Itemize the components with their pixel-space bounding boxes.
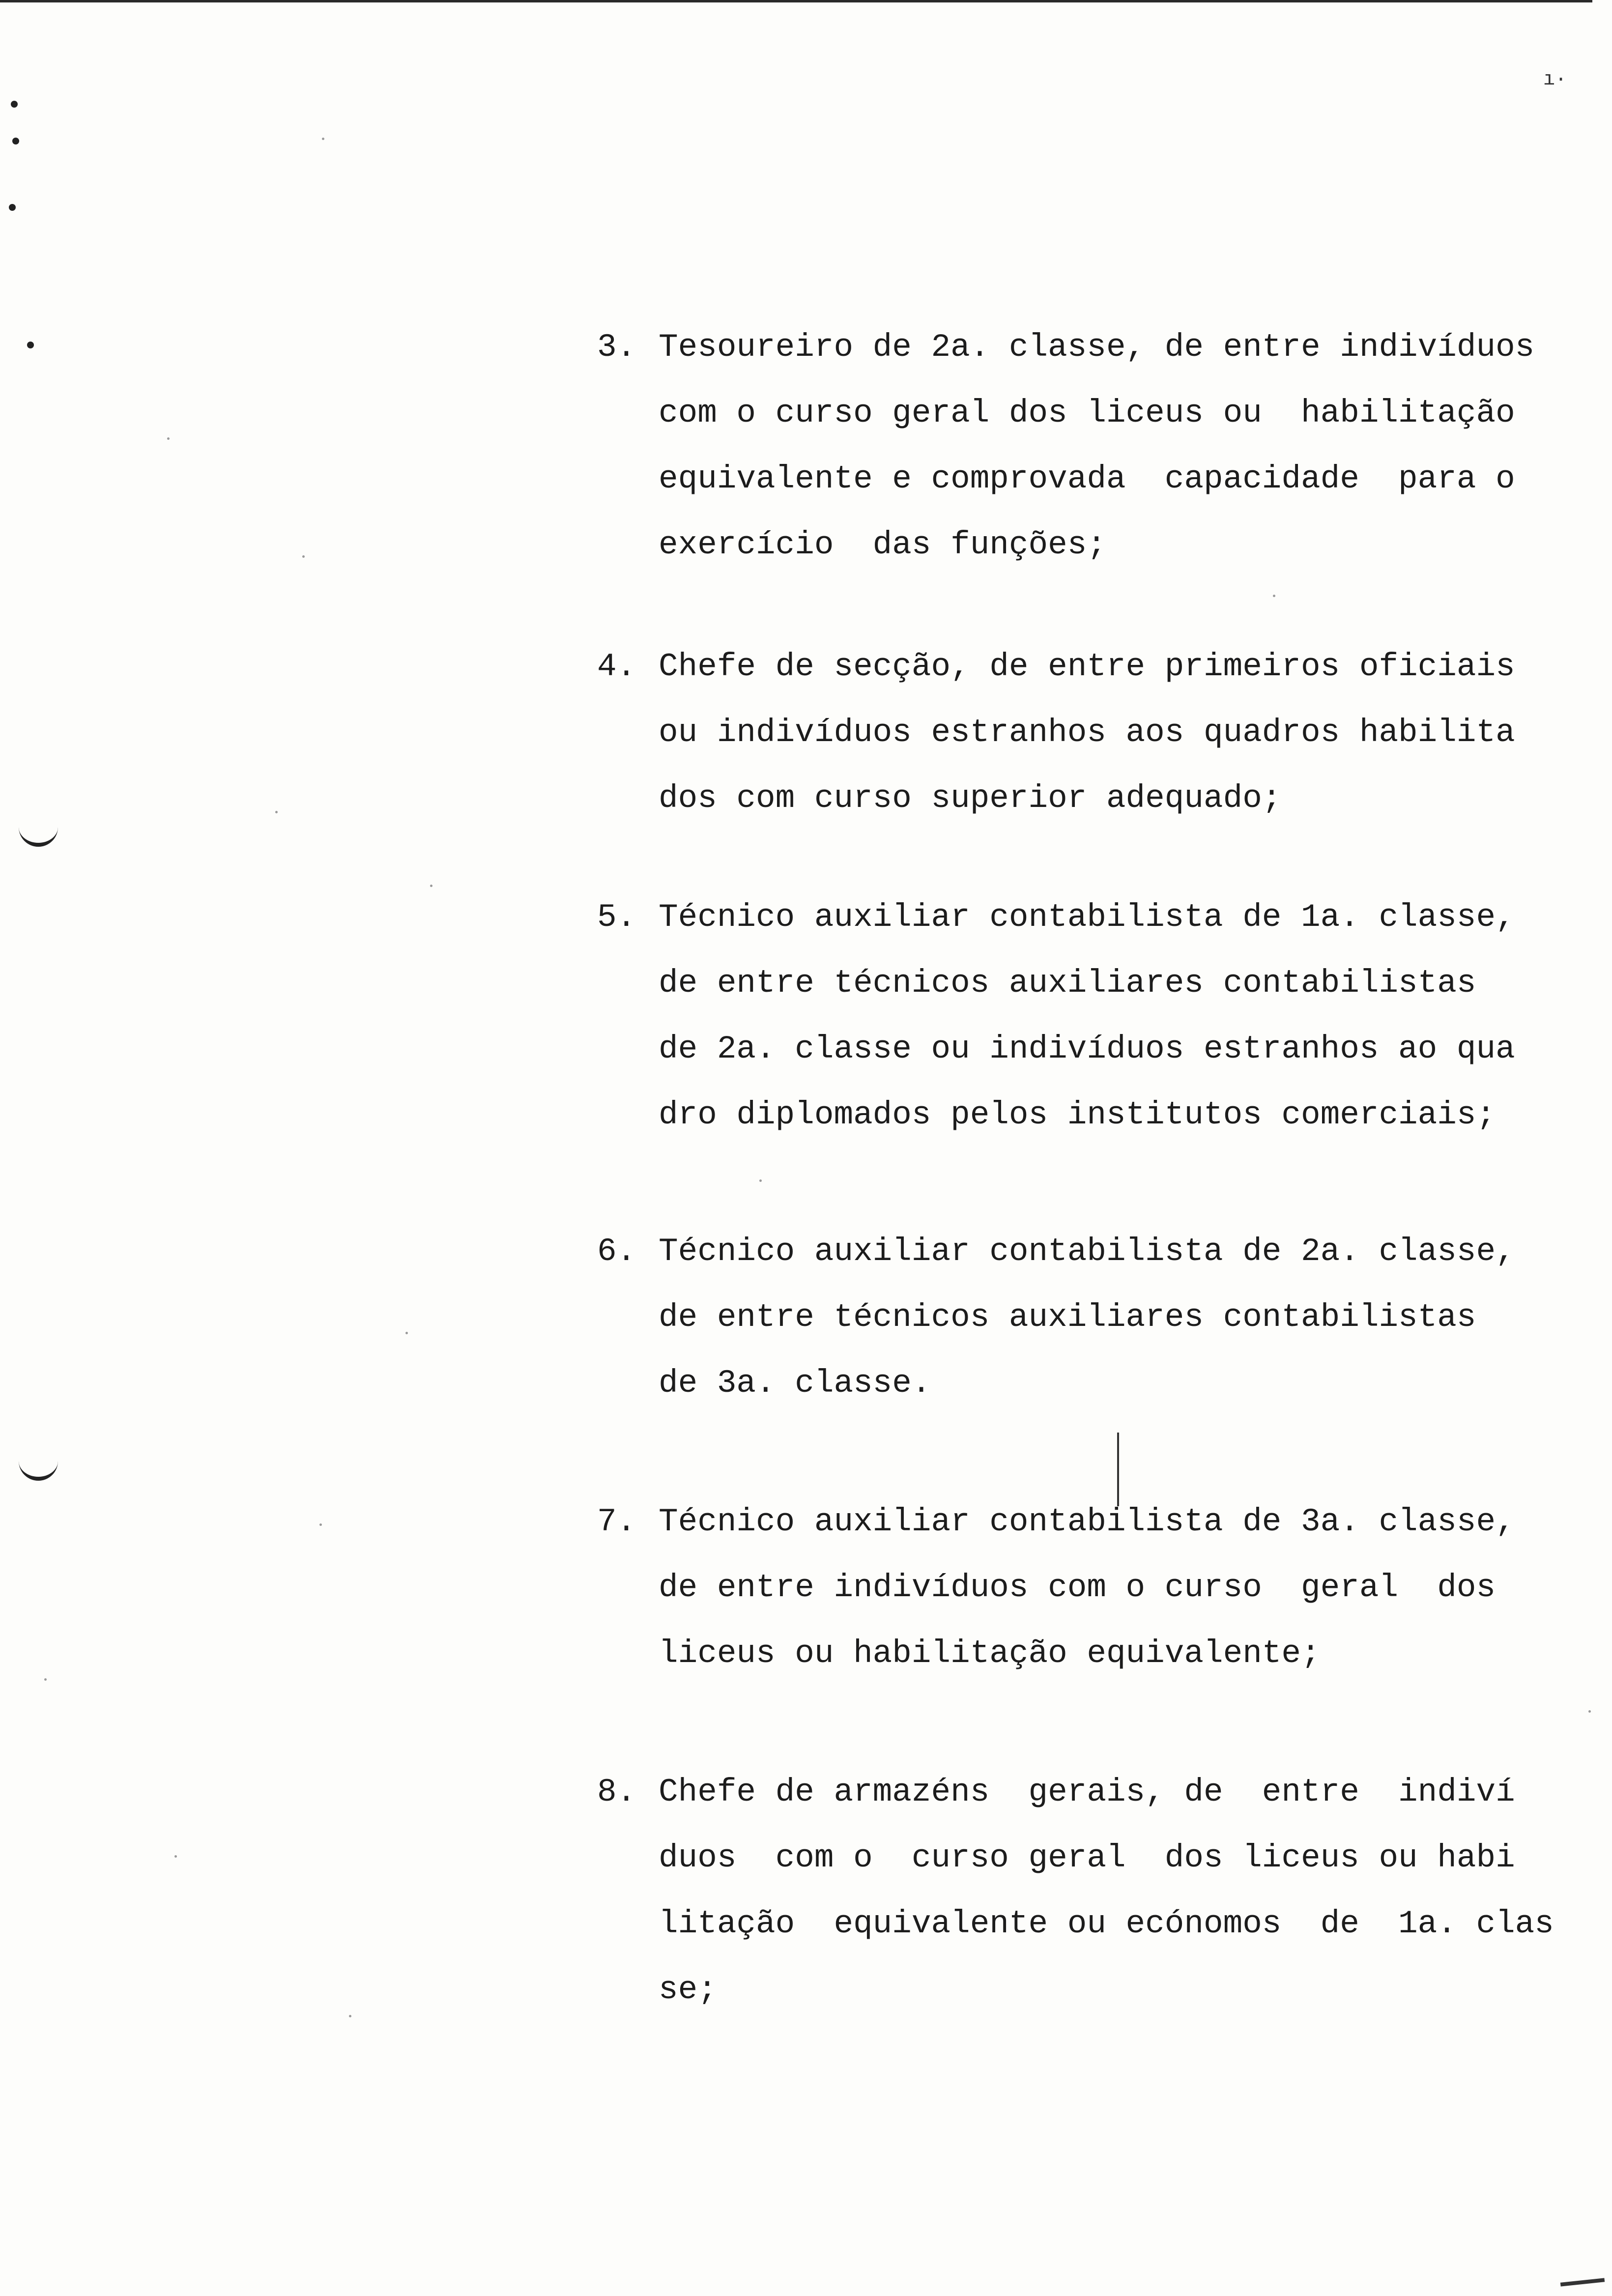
scan-speck [405, 1332, 408, 1334]
scan-speck [302, 555, 305, 558]
scan-speck [174, 1855, 177, 1858]
item-text-line: litação equivalente ou ecónomos de 1a. clas [659, 1905, 1554, 1942]
item-number: 7. [597, 1503, 636, 1540]
item-text-line: se; [659, 1971, 717, 2008]
item-text-line: Técnico auxiliar contabilista de 2a. classe, [659, 1233, 1515, 1270]
item-text-line: equivalente e comprovada capacidade para o [659, 460, 1515, 497]
item-number: 6. [597, 1233, 636, 1270]
scan-speck [1273, 595, 1275, 597]
scan-speck [430, 885, 432, 887]
item-text-line: de entre indivíduos com o curso geral dos [659, 1569, 1496, 1606]
item-text-line: com o curso geral dos liceus ou habilitação [659, 395, 1515, 431]
bottom-corner-mark [1560, 2278, 1605, 2286]
binder-dot-1 [11, 101, 18, 108]
item-text-line: exercício das funções; [659, 526, 1106, 563]
item-text-line: dro diplomados pelos institutos comerciais; [659, 1096, 1496, 1133]
scan-speck [44, 1678, 47, 1681]
item-number: 4. [597, 648, 636, 685]
corner-page-mark: ı· [1543, 69, 1567, 91]
item-text-line: duos com o curso geral dos liceus ou habi [659, 1839, 1515, 1876]
punch-hole-lower [19, 1457, 58, 1481]
punch-hole-upper [19, 823, 58, 847]
scan-speck [319, 1523, 322, 1526]
item-text-line: liceus ou habilitação equivalente; [659, 1635, 1321, 1672]
scan-speck [349, 2015, 351, 2017]
item-text-line: Chefe de secção, de entre primeiros oficiais [659, 648, 1515, 685]
scan-speck [322, 138, 324, 140]
item-number: 3. [597, 329, 636, 366]
item-text-line: de 2a. classe ou indivíduos estranhos ao qua [659, 1031, 1515, 1067]
scan-speck [275, 811, 278, 813]
item-text-line: de entre técnicos auxiliares contabilistas [659, 965, 1476, 1002]
item-text-line: Técnico auxiliar contabilista de 1a. classe, [659, 899, 1515, 936]
item-text-line: de 3a. classe. [659, 1365, 931, 1402]
binder-dot-2 [12, 138, 19, 144]
item-text-line: dos com curso superior adequado; [659, 780, 1282, 817]
item-number: 8. [597, 1774, 636, 1810]
item-text-line: Chefe de armazéns gerais, de entre indiví [659, 1774, 1515, 1810]
item-number: 5. [597, 899, 636, 936]
item-text-line: Técnico auxiliar contabilista de 3a. classe, [659, 1503, 1515, 1540]
binder-dot-3 [9, 204, 16, 211]
item-text-line: ou indivíduos estranhos aos quadros habilita [659, 714, 1515, 751]
item-text-line: Tesoureiro de 2a. classe, de entre indivíduos [659, 329, 1535, 366]
scan-speck [759, 1179, 762, 1182]
scan-speck [167, 437, 170, 440]
scan-speck [1588, 1710, 1591, 1713]
item-text-line: de entre técnicos auxiliares contabilistas [659, 1299, 1476, 1336]
top-edge-line [0, 0, 1592, 2]
binder-dot-4 [27, 342, 34, 348]
